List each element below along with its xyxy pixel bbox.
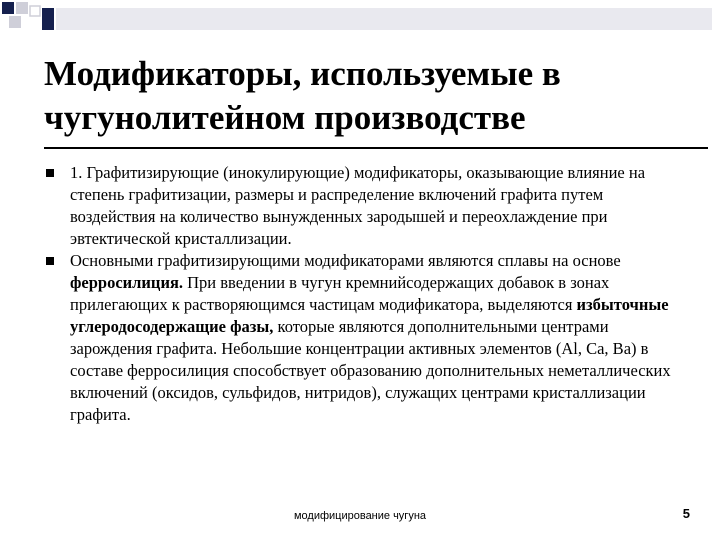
square-bullet-icon (46, 257, 54, 265)
bullet-text: которые являются дополнительными центрами зарождения графита. Небольшие концентрации активных элементов (Al, Ca, Ba) в составе ферросилиция способствует образованию дополнительных неметаллических включений (оксидов, сульфидов, нитридов), служащих центрами кристаллизации графита. (70, 317, 671, 424)
bullet-text: При введении в чугун кремнийсодержащих добавок в зонах прилегающих к растворяющимся частицам модификатора, выделяются (70, 273, 610, 314)
slide-footer: модифицирование чугуна (293, 510, 427, 522)
deco-square-dark (2, 2, 14, 14)
bullet-text: Основными графитизирующими модификаторами являются сплавы на основе (70, 251, 621, 270)
bold-term: избыточные углеродосодержащие фазы, (70, 295, 669, 336)
deco-square-light (16, 2, 28, 14)
bullet-item (44, 250, 684, 426)
page-number: 5 (682, 506, 690, 521)
bold-term: ферросилиция. (70, 273, 184, 292)
deco-square-light (9, 16, 21, 28)
bullet-text: 1. Графитизирующие (инокулирующие) модификаторы, оказывающие влияние на степень графитизации, размеры и распределение включений графита путем воздействия на количество вынужденных зародышей и переохлаждение при эвтектической кристаллизации. (70, 163, 646, 248)
decorative-header-squares (0, 0, 720, 34)
square-bullet-icon (46, 169, 54, 177)
deco-square-outline (30, 6, 40, 16)
slide-title: Модификаторы, используемые в чугунолитейном производстве (44, 54, 561, 137)
bullet-item (44, 162, 684, 250)
bullet-list (44, 162, 684, 426)
deco-band-light (56, 8, 712, 30)
deco-band-dark (42, 8, 54, 30)
title-underline (44, 147, 708, 149)
